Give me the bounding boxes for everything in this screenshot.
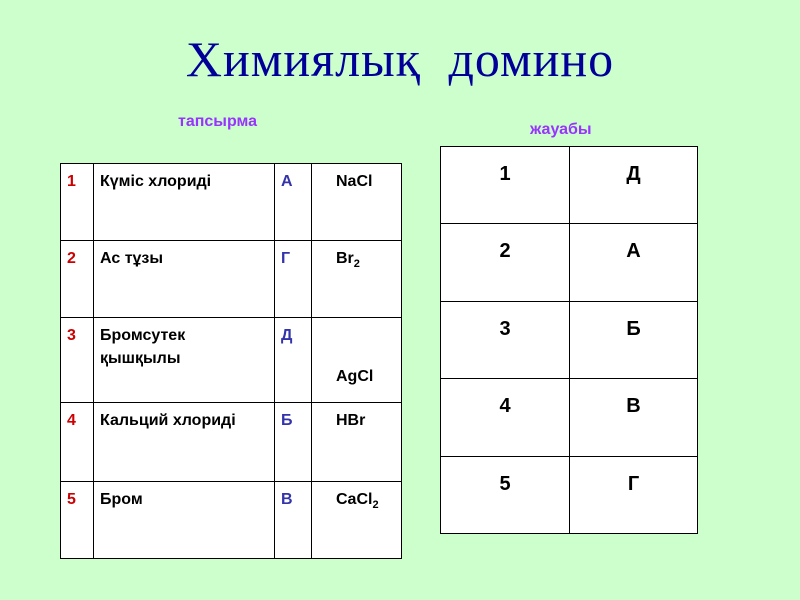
task-table (60, 163, 402, 559)
answer-number: 2 (441, 224, 570, 301)
answer-letter: А (570, 224, 698, 301)
answer-letter: Г (570, 456, 698, 533)
row-number: 5 (61, 482, 94, 559)
row-letter: В (275, 482, 312, 559)
formula-cell (312, 482, 402, 559)
table-row (441, 147, 698, 224)
formula-subscript: 2 (372, 499, 379, 512)
substance-name: Кальций хлориді (94, 403, 275, 482)
formula-cell (312, 241, 402, 318)
formula-cell (312, 403, 402, 482)
substance-name: Бром (94, 482, 275, 559)
formula: CaCl (336, 491, 373, 508)
answer-number: 1 (441, 147, 570, 224)
substance-name: Күміс хлориді (94, 164, 275, 241)
answer-letter: В (570, 379, 698, 456)
row-number: 1 (61, 164, 94, 241)
slide-title: Химиялық домино (185, 31, 615, 87)
table-row (61, 164, 402, 241)
row-number: 3 (61, 318, 94, 403)
formula-cell (312, 318, 402, 403)
answer-number: 3 (441, 301, 570, 378)
row-letter: Б (275, 403, 312, 482)
formula-cell (312, 164, 402, 241)
answer-letter: Д (570, 147, 698, 224)
table-row (61, 241, 402, 318)
table-row (441, 456, 698, 533)
row-letter: Д (275, 318, 312, 403)
answer-number: 4 (441, 379, 570, 456)
substance-name: Бромсутек қышқылы (94, 318, 275, 403)
formula-subscript: 2 (353, 258, 360, 271)
answer-number: 5 (441, 456, 570, 533)
formula: Br (336, 250, 354, 267)
answer-letter: Б (570, 301, 698, 378)
row-letter: А (275, 164, 312, 241)
table-row (441, 301, 698, 378)
table-row (441, 224, 698, 301)
table-row (61, 318, 402, 403)
formula: AgCl (336, 367, 374, 385)
table-row (441, 379, 698, 456)
table-row (61, 403, 402, 482)
formula: NaCl (336, 173, 373, 190)
table-row (61, 482, 402, 559)
task-label: тапсырма (178, 113, 258, 130)
answer-table (440, 146, 698, 534)
formula: HBr (336, 412, 366, 429)
substance-name: Ас тұзы (94, 241, 275, 318)
row-number: 4 (61, 403, 94, 482)
row-letter: Г (275, 241, 312, 318)
row-number: 2 (61, 241, 94, 318)
answer-label: жауабы (530, 121, 592, 138)
